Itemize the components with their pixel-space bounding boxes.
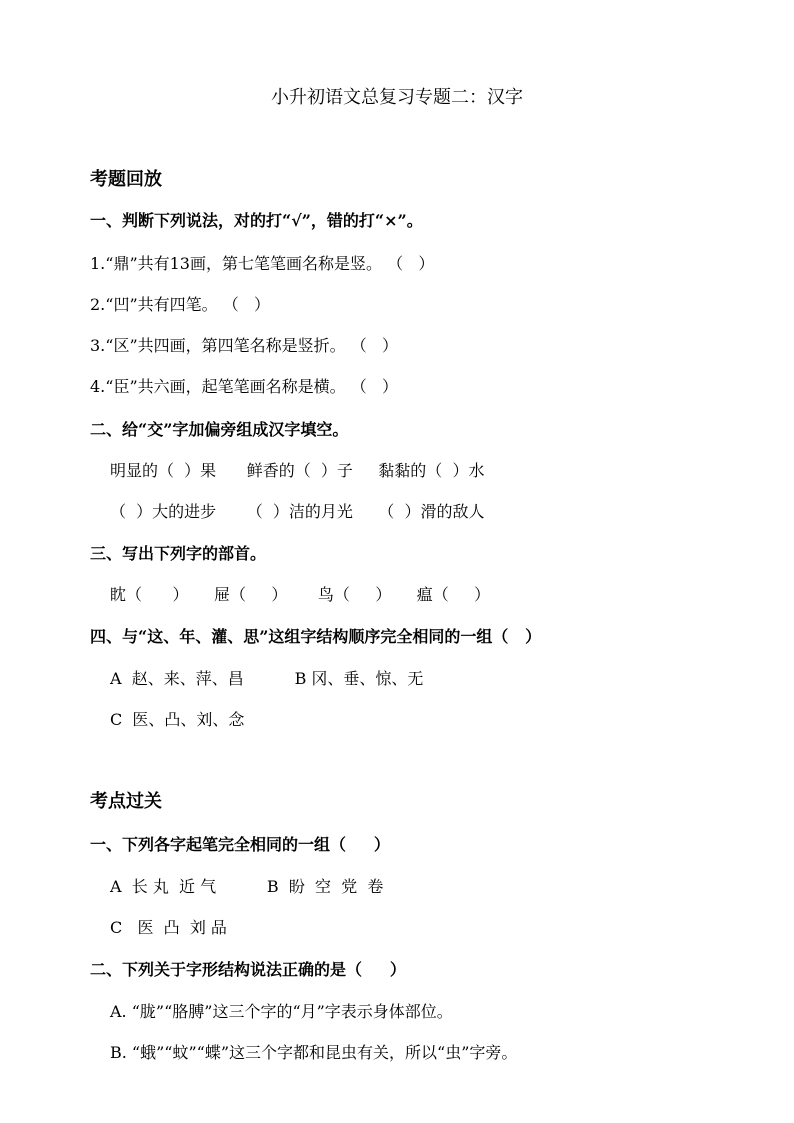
question-2-row: （ ）大的进步 （ ）洁的月光 （ ）滑的敌人 — [110, 502, 485, 521]
question-2-row: 明显的（ ）果 鲜香的（ ）子 黏黏的（ ）水 — [110, 461, 485, 480]
question-3-row: 眈（ ） 屉（ ） 鸟（ ） 瘟（ ） — [110, 585, 491, 604]
practice-question-1-option: A 长 丸 近 气 B 盼 空 党 卷 — [110, 877, 384, 896]
practice-question-2-option: A. “胧”“胳膊”这三个字的“月”字表示身体部位。 — [110, 1002, 453, 1021]
question-1-item: 2.“凹”共有四笔。 （ ） — [90, 295, 270, 314]
question-3-title: 三、写出下列字的部首。 — [90, 544, 267, 563]
question-1-item: 4.“臣”共六画，起笔笔画名称是横。 （ ） — [90, 377, 398, 396]
question-1-item: 1.“鼎”共有13画，第七笔笔画名称是竖。 （ ） — [90, 254, 435, 273]
question-4-option: C 医、凸、刘、念 — [110, 710, 245, 729]
section-heading-practice: 考点过关 — [90, 791, 162, 812]
page-title: 小升初语文总复习专题二：汉字 — [271, 87, 523, 108]
question-1-title: 一、判断下列说法，对的打“√”，错的打“×”。 — [90, 211, 423, 230]
question-4-option: A 赵、来、萍、昌 B 冈、垂、惊、无 — [110, 669, 424, 688]
practice-question-1-title: 一、下列各字起笔完全相同的一组（ ） — [90, 835, 390, 854]
practice-question-2-title: 二、下列关于字形结构说法正确的是（ ） — [90, 960, 406, 979]
question-2-title: 二、给“交”字加偏旁组成汉字填空。 — [90, 420, 349, 439]
practice-question-2-option: B. “蛾”“蚊”“蝶”这三个字都和昆虫有关，所以“虫”字旁。 — [110, 1043, 518, 1062]
question-4-title: 四、与“这、年、灌、思”这组字结构顺序完全相同的一组（ ） — [90, 627, 542, 646]
section-heading-review: 考题回放 — [90, 169, 162, 190]
question-1-item: 3.“区”共四画，第四笔名称是竖折。 （ ） — [90, 336, 398, 355]
practice-question-1-option: C 医 凸 刘 品 — [110, 918, 227, 937]
